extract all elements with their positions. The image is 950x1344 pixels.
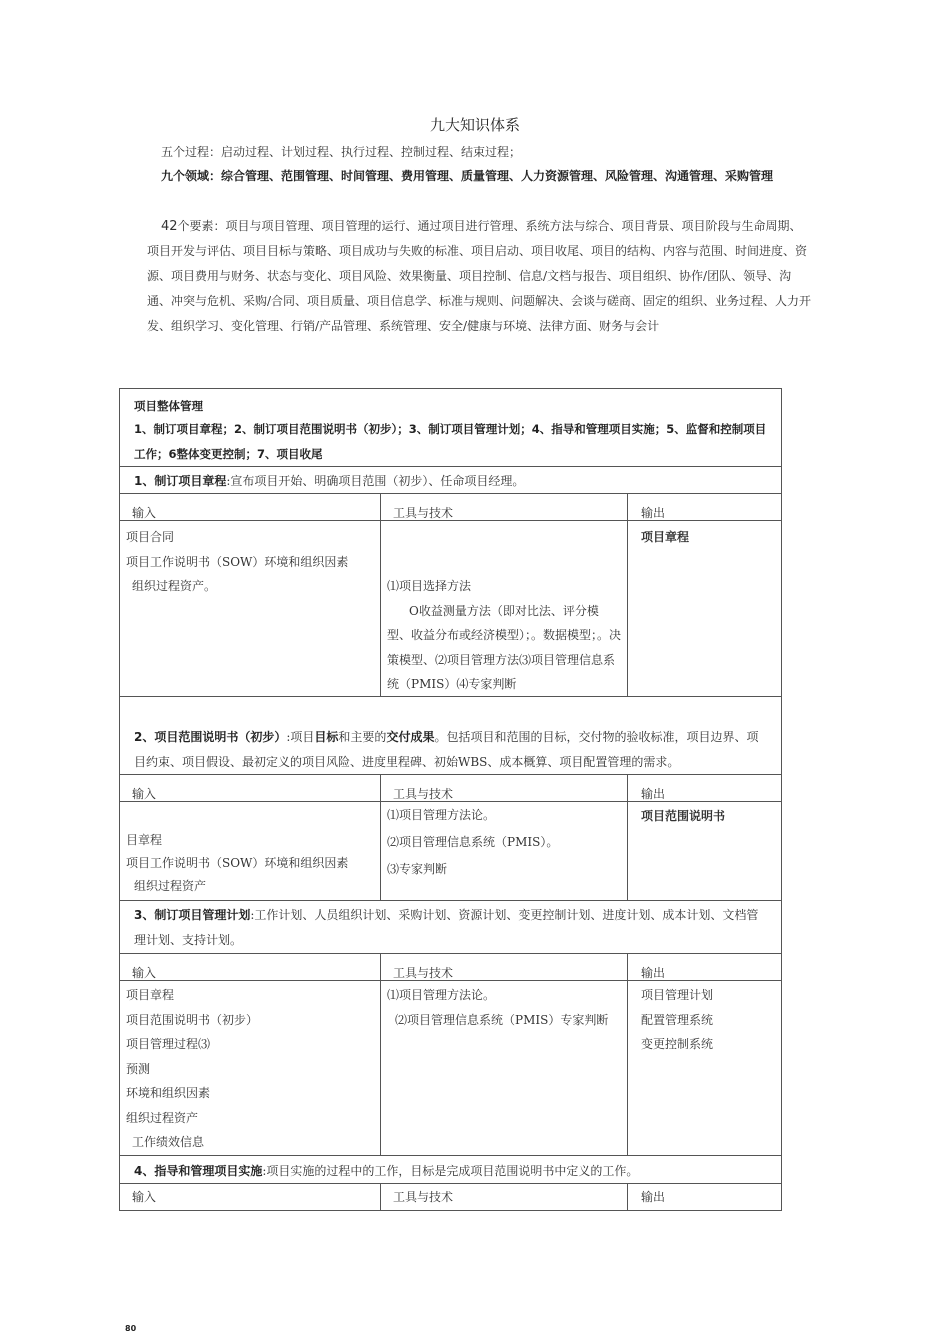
header-input: 输入 — [120, 1184, 381, 1210]
page-title: 九大知识体系 — [429, 116, 520, 134]
knowledge-table — [119, 388, 782, 1211]
section-2-tools — [381, 802, 628, 900]
elements-paragraph — [147, 214, 813, 339]
nine-domains — [147, 164, 813, 189]
header-input: 输入 — [120, 775, 381, 801]
list-item: 项目合同 — [126, 530, 175, 544]
list-item: ⑵项目管理信息系统（PMIS）。 — [387, 835, 559, 849]
section-4-label: 4、指导和管理项目实施 — [134, 1164, 263, 1178]
section-2-text-d: 交付成果 — [386, 730, 435, 744]
section-2-text-e: 。包括项目和范围的目标，交付物的验收标准，项目边界、项目约束、项目假设、最初定义的项目风险、进度里程碑、初始WBS、成本概算、项目配置管理的需求。 — [134, 730, 759, 769]
section-2-text-b: 目标 — [314, 730, 339, 744]
section-1-desc — [120, 467, 781, 494]
list-item: ⑴项目管理方法论。 — [387, 988, 496, 1002]
section-1-tools — [381, 521, 628, 696]
section-2-inputs — [120, 802, 381, 900]
list-item: 环境和组织因素 — [126, 1086, 211, 1100]
integration-row — [120, 389, 781, 467]
section-2-label: 2、项目范围说明书（初步） — [134, 730, 287, 744]
section-3-body — [120, 981, 781, 1156]
elements-count: 42 — [161, 219, 178, 234]
section-4-text: :项目实施的过程中的工作，目标是完成项目范围说明书中定义的工作。 — [262, 1164, 639, 1178]
page-mark: 80 — [125, 1324, 137, 1333]
section-2-body — [120, 802, 781, 901]
list-item: 预测 — [126, 1061, 151, 1076]
header-tools: 工具与技术 — [381, 775, 628, 801]
header-tools: 工具与技术 — [381, 954, 628, 980]
section-2-text-a: :项目 — [286, 730, 315, 744]
section-1-inputs — [120, 521, 381, 696]
section-1-header — [120, 494, 781, 521]
section-3-header — [120, 954, 781, 981]
section-3-desc — [120, 901, 781, 954]
list-item: 组织过程资产 — [126, 1110, 199, 1125]
section-1-label: 1、制订项目章程 — [134, 474, 227, 488]
list-item: 组织过程资产 — [134, 879, 207, 893]
list-item: 项目范围说明书（初步） — [126, 1012, 259, 1027]
header-tools: 工具与技术 — [381, 1184, 628, 1210]
list-item: 项目管理过程⑶ — [126, 1037, 211, 1051]
section-2-text-c: 和主要的 — [338, 730, 387, 744]
section-2-output: 项目范围说明书 — [641, 809, 726, 823]
list-item: ⑵项目管理信息系统（PMIS）专家判断 — [395, 1012, 609, 1027]
elements-text: 个要素：项目与项目管理、项目管理的运行、通过项目进行管理、系统方法与综合、项目背景、项目阶段与生命周期、项目开发与评估、项目目标与策略、项目成功与失败的标准、项目启动、项目收尾、项目的结构、内容与范围、时间进度、资源、项目费用与财务、状态与变化、项目风险、效果衡量、项目控制、信息/文档与报告、项目组织、协作/团队、领导、沟通、冲突与危机、采购/合同、项目质量、项目信息学、标准与规则、问题解决、会谈与磋商、固定的组织、业务过程、人力开发、组织学习、变化管理、行销/产品管理、系统管理、安全/健康与环境、法律方面、财务与会计 — [147, 219, 812, 333]
five-processes — [147, 140, 813, 165]
list-item: 变更控制系统 — [641, 1037, 714, 1051]
list-item: 项目章程 — [126, 988, 175, 1002]
list-item: 组织过程资产。 — [132, 579, 217, 593]
section-3-outputs — [628, 981, 781, 1155]
list-item: ⑴项目管理方法论。 — [387, 808, 496, 822]
nine-domains-text: 九个领域：综合管理、范围管理、时间管理、费用管理、质量管理、人力资源管理、风险管理、沟通管理、采购管理 — [161, 169, 774, 183]
section-3-text: :工作计划、人员组织计划、采购计划、资源计划、变更控制计划、进度计划、成本计划、文档管理计划、支持计划。 — [134, 908, 759, 947]
section-2-header — [120, 775, 781, 802]
list-item: 项目工作说明书（SOW）环境和组织因素 — [126, 554, 349, 569]
list-item: 项目工作说明书（SOW）环境和组织因素 — [126, 856, 349, 870]
section-1-output: 项目章程 — [641, 530, 690, 544]
section-3-inputs — [120, 981, 381, 1155]
section-4-header — [120, 1184, 781, 1210]
section-3-label: 3、制订项目管理计划 — [134, 908, 251, 922]
list-item: ⑶专家判断 — [387, 862, 448, 876]
integration-title: 项目整体管理 — [134, 399, 203, 413]
list-item: 目章程 — [126, 833, 163, 847]
header-input: 输入 — [120, 954, 381, 980]
section-1-body — [120, 521, 781, 697]
list-item: 配置管理系统 — [641, 1012, 714, 1027]
list-item: ⑴项目选择方法 — [387, 579, 472, 593]
header-input: 输入 — [120, 494, 381, 520]
five-processes-text: 五个过程：启动过程、计划过程、执行过程、控制过程、结束过程； — [161, 145, 522, 159]
list-item: O收益测量方法（即对比法、评分模型、收益分布或经济模型）；。数据模型；。决策模型、⑵项目管理方法⑶项目管理信息系统（PMIS）⑷专家判断 — [387, 603, 622, 691]
section-4-desc — [120, 1156, 781, 1184]
section-3-tools — [381, 981, 628, 1155]
header-tools: 工具与技术 — [381, 494, 628, 520]
integration-steps: 1、制订项目章程；2、制订项目范围说明书（初步）；3、制订项目管理计划；4、指导和管理项目实施；5、监督和控制项目工作；6整体变更控制；7、项目收尾 — [134, 422, 767, 461]
header-output: 输出 — [641, 966, 666, 980]
section-2-desc — [120, 697, 781, 775]
list-item: 工作绩效信息 — [132, 1135, 205, 1149]
list-item: 项目管理计划 — [641, 988, 714, 1002]
header-output: 输出 — [641, 1190, 666, 1204]
header-output: 输出 — [641, 787, 666, 801]
header-output: 输出 — [641, 506, 666, 520]
section-1-text: :宣布项目开始、明确项目范围（初步）、任命项目经理。 — [226, 474, 525, 488]
